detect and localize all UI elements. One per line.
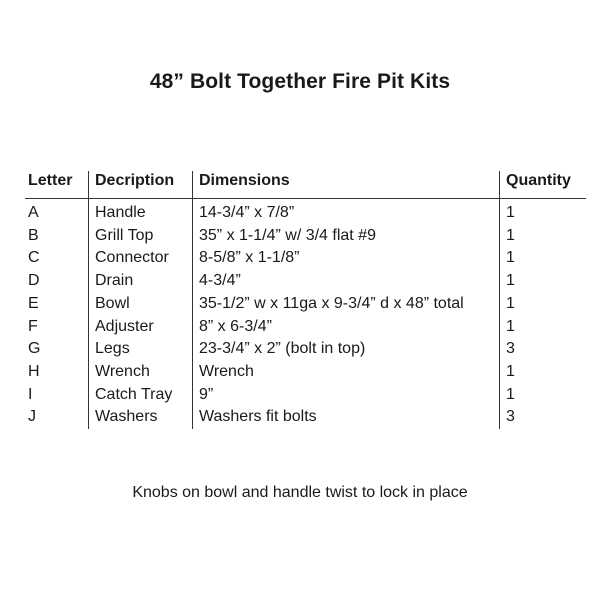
- cell-quantity: 3: [500, 338, 587, 361]
- cell-quantity: 1: [500, 225, 587, 248]
- header-letter: Letter: [25, 171, 89, 199]
- parts-table: [25, 171, 586, 429]
- header-dimensions: Dimensions: [193, 171, 500, 199]
- table-row: [25, 316, 586, 339]
- table-row: [25, 225, 586, 248]
- cell-dimensions: 4-3/4”: [193, 270, 500, 293]
- table-row: [25, 361, 586, 384]
- cell-description: Legs: [89, 338, 193, 361]
- page-title: 48” Bolt Together Fire Pit Kits: [149, 70, 451, 93]
- cell-description: Adjuster: [89, 316, 193, 339]
- cell-quantity: 1: [500, 316, 587, 339]
- cell-description: Catch Tray: [89, 384, 193, 407]
- cell-dimensions: 23-3/4” x 2” (bolt in top): [193, 338, 500, 361]
- cell-letter: G: [28, 340, 41, 358]
- cell-description: Washers: [89, 406, 193, 429]
- cell-quantity: 1: [500, 270, 587, 293]
- cell-description: Drain: [89, 270, 193, 293]
- header-description: Decription: [89, 171, 193, 199]
- cell-description: Grill Top: [89, 225, 193, 248]
- table-row: [25, 338, 586, 361]
- cell-dimensions: 9”: [193, 384, 500, 407]
- table-row: [25, 293, 586, 316]
- cell-dimensions: 8” x 6-3/4”: [193, 316, 500, 339]
- cell-letter: B: [28, 226, 39, 244]
- cell-description: Handle: [89, 199, 193, 225]
- cell-quantity: 1: [500, 293, 587, 316]
- table-header-row: [25, 171, 586, 199]
- cell-description: Connector: [89, 247, 193, 270]
- cell-letter: D: [28, 272, 40, 290]
- cell-description: Bowl: [89, 293, 193, 316]
- cell-dimensions: Wrench: [193, 361, 500, 384]
- cell-dimensions: 8-5/8” x 1-1/8”: [193, 247, 500, 270]
- cell-letter: A: [28, 204, 39, 221]
- cell-dimensions: 35-1/2” w x 11ga x 9-3/4” d x 48” total: [193, 293, 500, 316]
- cell-letter: I: [28, 385, 33, 403]
- cell-dimensions: Washers fit bolts: [193, 406, 500, 429]
- cell-quantity: 1: [500, 247, 587, 270]
- table-row: [25, 247, 586, 270]
- cell-letter: E: [28, 294, 39, 312]
- table-row: [25, 384, 586, 407]
- cell-quantity: 1: [500, 361, 587, 384]
- cell-letter: F: [28, 317, 38, 335]
- header-quantity: Quantity: [500, 171, 587, 199]
- cell-dimensions: 14-3/4” x 7/8”: [193, 199, 500, 225]
- cell-dimensions: 35” x 1-1/4” w/ 3/4 flat #9: [193, 225, 500, 248]
- table-row: [25, 406, 586, 429]
- cell-description: Wrench: [89, 361, 193, 384]
- cell-quantity: 3: [500, 406, 587, 429]
- cell-quantity: 1: [500, 384, 587, 407]
- table-row: [25, 199, 586, 225]
- cell-letter: H: [28, 362, 40, 380]
- cell-quantity: 1: [500, 199, 587, 225]
- footnote: Knobs on bowl and handle twist to lock in place: [132, 484, 468, 501]
- table-row: [25, 270, 586, 293]
- cell-letter: C: [28, 249, 40, 267]
- cell-letter: J: [28, 408, 36, 426]
